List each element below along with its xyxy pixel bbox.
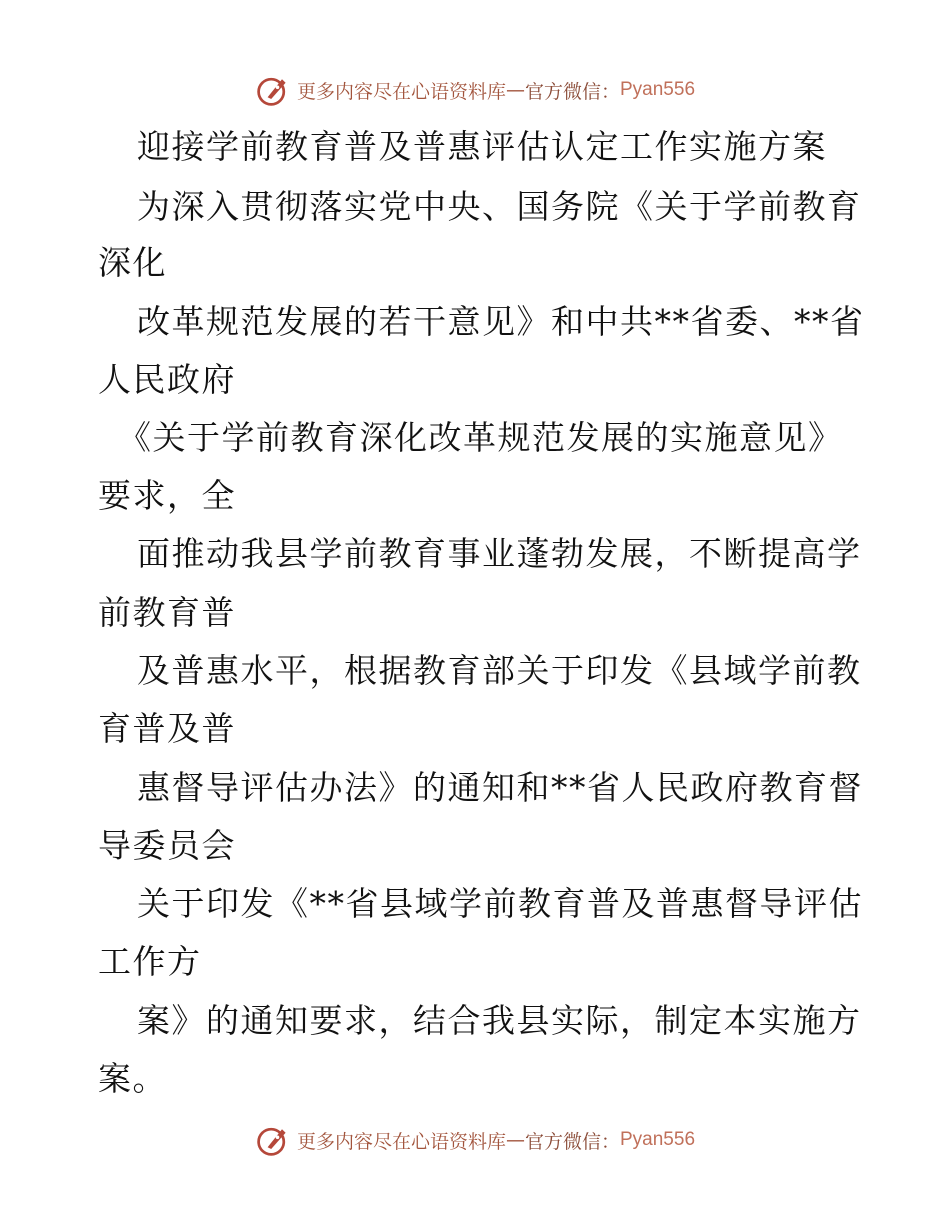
banner-main-text: 更多内容尽在心语资料库 (296, 80, 506, 103)
paragraph-line: 前教育普 (98, 593, 236, 632)
paragraph-line: 要求，全 (98, 476, 236, 515)
paragraph-line: 面推动我县学前教育事业蓬勃发展，不断提高学 (137, 534, 862, 573)
paragraph-line: 《关于学前教育深化改革规范发展的实施意见》 (118, 418, 843, 457)
footer-banner (0, 1120, 950, 1160)
document-title: 迎接学前教育普及普惠评估认定工作实施方案 (137, 127, 827, 166)
header-banner (0, 70, 950, 110)
banner-wechat-label: 官方微信： (524, 80, 620, 103)
paragraph-line: 惠督导评估办法》的通知和**省人民政府教育督 (137, 768, 863, 807)
paragraph-line: 深化 (98, 243, 167, 282)
paragraph-line: 及普惠水平，根据教育部关于印发《县域学前教 (137, 651, 862, 690)
banner-wechat-label: 官方微信： (524, 1130, 620, 1153)
paragraph-line: 改革规范发展的若干意见》和中共**省委、**省 (137, 302, 865, 341)
paragraph-line: 关于印发《**省县域学前教育普及普惠督导评估 (137, 884, 863, 923)
banner-dash: — (505, 79, 525, 101)
pen-nib-logo-icon (255, 72, 291, 108)
paragraph-line: 人民政府 (98, 360, 236, 399)
paragraph-line: 案》的通知要求，结合我县实际，制定本实施方 (137, 1001, 862, 1040)
banner-wechat-handle: Pyan556 (620, 1129, 696, 1150)
paragraph-line: 案。 (98, 1059, 167, 1098)
pen-nib-logo-icon (255, 1122, 291, 1158)
paragraph-line: 导委员会 (98, 826, 236, 865)
banner-main-text: 更多内容尽在心语资料库 (296, 1130, 506, 1153)
banner-dash: — (505, 1129, 525, 1151)
paragraph-line: 为深入贯彻落实党中央、国务院《关于学前教育 (137, 187, 862, 226)
paragraph-line: 育普及普 (98, 709, 236, 748)
paragraph-line: 工作方 (98, 942, 202, 981)
banner-wechat-handle: Pyan556 (620, 79, 696, 100)
